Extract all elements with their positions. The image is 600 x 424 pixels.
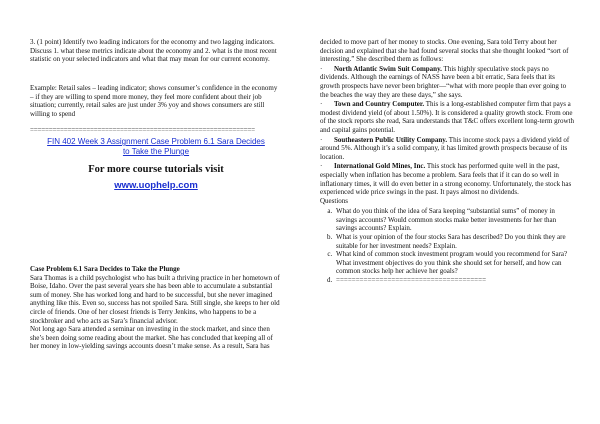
stock-description: This stock has performed quite well in the past, especially when inflation has become a problem. Sara feels that if it can do so well in inflationary times, it will do even better in a strong economy. Unfortunately, the stock has experienced wide price swings in the past. It pays almost no dividends. bbox=[320, 162, 572, 197]
stock-item bbox=[320, 100, 574, 134]
questions-list bbox=[334, 207, 574, 284]
assignment-link-line-1[interactable]: FIN 402 Week 3 Assignment Case Problem 6.1 Sara Decides bbox=[47, 137, 265, 146]
stock-name: Town and Country Computer. bbox=[334, 100, 425, 109]
stock-name: International Gold Mines, Inc. bbox=[334, 162, 426, 171]
stock-item bbox=[320, 65, 574, 99]
stock-name: Southeastern Public Utility Company. bbox=[334, 135, 448, 144]
bullet-icon: · bbox=[320, 162, 323, 171]
case-paragraph-2: Not long ago Sara attended a seminar on investing in the stock market, and since then she’s been doing some reading about the market. She has concluded that keeping all of her money in low-yielding savings accounts doesn’t make sense. As a result, Sara has bbox=[30, 325, 273, 351]
bullet-icon: · bbox=[320, 135, 323, 144]
stock-description: This highly speculative stock pays no dividends. Although the earnings of NASS have been a bit erratic, Sara feels that its growth prospects have never been brighter—“what with more people than ever going to the beaches the way they are these days,” she says. bbox=[320, 64, 567, 99]
bullet-icon: · bbox=[320, 100, 323, 109]
example-paragraph: Example: Retail sales – leading indicator; shows consumer’s confidence in the economy – if they are willing to spend more money, they feel more confident about their job situation; currently, retail sales are just under 3% yoy and shows consumers are still willing to spend bbox=[30, 84, 278, 118]
question-item: b. What is your opinion of the four stocks Sara has described? Do you think they are suitable for her investment needs? Explain. bbox=[334, 233, 574, 250]
question-item: d. ====================================== bbox=[334, 276, 574, 285]
stock-description: This is a long-established computer firm that pays a modest dividend yield (of about 1.50%). It is considered a quality growth stock. From one of the stock reports she read, Sara understands that T&C offers excellent long-term growth and capital gains potential. bbox=[320, 100, 575, 134]
case-paragraph-1: Sara Thomas is a child psychologist who has built a thriving practice in her hometown of Boise, Idaho. Over the past several years she has been able to accumulate a substantial sum of money. She has worked long and hard to be successful, but she never imagined anything like this. Even so, success has not spoiled Sara. Still single, she keeps to her old circle of friends. One of her closest friends is Terry Jenkins, who happens to be a stockbroker and who acts as Sara’s financial advisor. bbox=[30, 273, 280, 325]
website-link[interactable]: www.uophelp.com bbox=[114, 180, 198, 191]
stock-description: This income stock pays a dividend yield of around 5%. Although it’s a solid company, it has limited growth prospects because of its location. bbox=[320, 135, 570, 161]
stock-item bbox=[320, 136, 574, 162]
intro-paragraph: decided to move part of her money to stocks. One evening, Sara told Terry about her decision and explained that she had found several stocks that she thought looked “sort of interesting.” She described them as follows: bbox=[320, 38, 569, 64]
visit-heading: For more course tutorials visit bbox=[88, 164, 224, 175]
case-problem-section bbox=[30, 265, 282, 351]
stock-name: North Atlantic Swim Suit Company. bbox=[334, 64, 442, 73]
right-content bbox=[320, 38, 574, 285]
question-item: a. What do you think of the idea of Sara keeping “substantial sums” of money in savings accounts? Would common stocks make better investments for her than savings accounts? Explain. bbox=[334, 207, 574, 233]
separator-line: ============================================================ bbox=[30, 126, 255, 134]
assignment-link-line-2[interactable]: to Take the Plunge bbox=[122, 147, 190, 156]
questions-label: Questions bbox=[320, 196, 348, 205]
bullet-icon: · bbox=[320, 64, 323, 73]
question-item: c. What kind of common stock investment program would you recommend for Sara? What investment objectives do you think she should set for herself, and how can common stocks help her achieve her goals? bbox=[334, 250, 574, 276]
stock-item bbox=[320, 162, 574, 196]
case-title: Case Problem 6.1 Sara Decides to Take the Plunge bbox=[30, 265, 180, 273]
question-3: 3. (1 point) Identify two leading indicators for the economy and two lagging indicators. Discuss 1. what these metrics indicate about the economy and 2. what is the most recent statistic on your selected indicators and what that may mean for our current economy. bbox=[30, 38, 277, 64]
